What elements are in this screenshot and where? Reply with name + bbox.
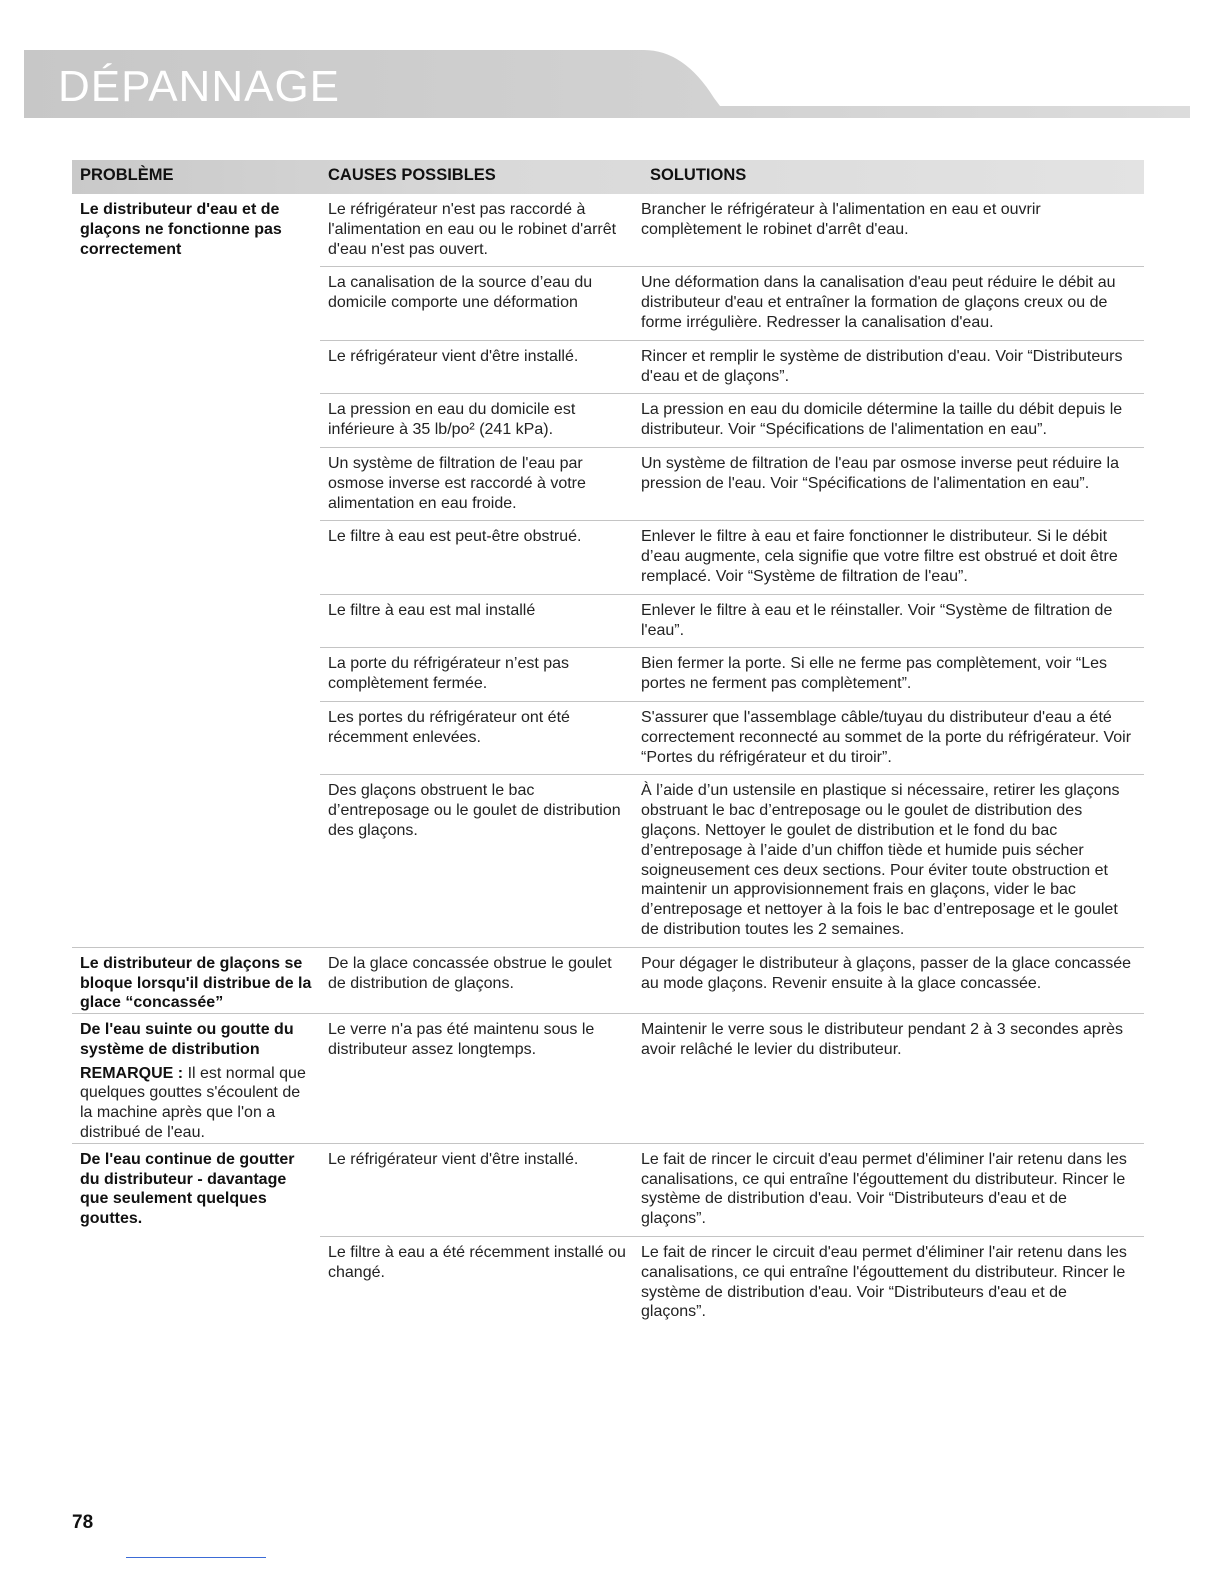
- cause-cell: Un système de filtration de l'eau par osmose inverse est raccordé à votre alimentation en eau froide.: [328, 454, 586, 512]
- table-header: [72, 160, 1144, 194]
- table-row: [320, 1014, 1144, 1067]
- solution-cell: Un système de filtration de l'eau par osmose inverse peut réduire la pression de l'eau. Voir “Spécifications de l'alimentation en eau”.: [641, 454, 1119, 492]
- cause-cell: La pression en eau du domicile est inférieure à 35 lb/po² (241 kPa).: [328, 401, 576, 439]
- cause-cell: Le filtre à eau est mal installé: [328, 601, 536, 619]
- problem-title: Le distributeur de glaçons se bloque lorsqu'il distribue de la glace “concassée”: [80, 954, 312, 1012]
- cause-cell: La porte du réfrigérateur n’est pas complètement fermée.: [328, 655, 570, 693]
- troubleshooting-table: [72, 194, 1144, 1329]
- solution-cell: Enlever le filtre à eau et faire fonctionner le distributeur. Si le débit d’eau augmente, cela signifie que votre filtre est obstrué et doit être remplacé. Voir “Système de filtration de l'eau”.: [641, 528, 1118, 585]
- solution-cell: Une déformation dans la canalisation d'eau peut réduire le débit au distributeur d'eau et entraîner la formation de glaçons creux ou de forme irrégulière. Redresser la canalisation d'eau.: [641, 274, 1116, 331]
- solution-cell: Bien fermer la porte. Si elle ne ferme pas complètement, voir “Les portes ne ferment pas complètement”.: [641, 655, 1107, 693]
- footer-rule: [126, 1557, 266, 1558]
- solution-cell: Rincer et remplir le système de distribution d'eau. Voir “Distributeurs d'eau et de glaçons”.: [641, 347, 1123, 385]
- table-row: [320, 775, 1144, 946]
- table-row: [320, 341, 1144, 395]
- table-row: [320, 948, 1144, 1001]
- table-row: [320, 1237, 1144, 1329]
- cause-cell: Le filtre à eau est peut-être obstrué.: [328, 528, 582, 546]
- cause-cell: Le réfrigérateur vient d'être installé.: [328, 1150, 579, 1168]
- cause-cell: De la glace concassée obstrue le goulet de distribution de glaçons.: [328, 954, 612, 992]
- solution-cell: Brancher le réfrigérateur à l'alimentation en eau et ouvrir complètement le robinet d'arrêt d'eau.: [641, 201, 1041, 238]
- header-causes: CAUSES POSSIBLES: [328, 166, 496, 184]
- cause-cell: Des glaçons obstruent le bac d’entreposage ou le goulet de distribution des glaçons.: [328, 782, 621, 839]
- table-row: [320, 448, 1144, 521]
- header-problem: PROBLÈME: [80, 166, 174, 184]
- solution-cell: Pour dégager le distributeur à glaçons, passer de la glace concassée au mode glaçons. Revenir ensuite à la glace concassée.: [641, 954, 1132, 992]
- table-row: [320, 194, 1144, 267]
- problem-title: De l'eau suinte ou goutte du système de distribution: [80, 1021, 294, 1058]
- problem-group: [72, 948, 1144, 1014]
- table-row: [320, 521, 1144, 594]
- solution-cell: S'assurer que l'assemblage câble/tuyau du distributeur d'eau a été correctement reconnecté au sommet de la porte du réfrigérateur. Voir “Portes du réfrigérateur et du tiroir”.: [641, 708, 1132, 766]
- problem-group: [72, 1014, 1144, 1144]
- solution-cell: La pression en eau du domicile détermine la taille du débit depuis le distributeur. Voir “Spécifications de l'alimentation en eau”.: [641, 401, 1123, 439]
- remark-note: [80, 1064, 312, 1143]
- cause-cell: Le réfrigérateur vient d'être installé.: [328, 347, 579, 365]
- problem-group: [72, 194, 1144, 948]
- solution-cell: Maintenir le verre sous le distributeur pendant 2 à 3 secondes après avoir relâché le levier du distributeur.: [641, 1021, 1124, 1058]
- problem-title: De l'eau continue de goutter du distributeur - davantage que seulement quelques gouttes.: [80, 1150, 295, 1228]
- cause-cell: Le verre n'a pas été maintenu sous le distributeur assez longtemps.: [328, 1021, 595, 1058]
- table-row: [320, 394, 1144, 448]
- solution-cell: À l’aide d’un ustensile en plastique si nécessaire, retirer les glaçons obstruant le bac d’entreposage ou le goulet de distribution des glaçons. Nettoyer le goulet de distribution et le fond du bac d’entreposage à l’aide d’un chiffon tiède et humide puis sécher soigneusement ces deux sections. Pour éviter toute obstruction et maintenir un approvisionnement frais en glaçons, vider le bac d’entreposage et nettoyer à la fois le bac d’entreposage et le goulet de distribution toutes les 2 semaines.: [641, 782, 1120, 938]
- problem-title: Le distributeur d'eau et de glaçons ne fonctionne pas correctement: [80, 201, 282, 258]
- solution-cell: Le fait de rincer le circuit d'eau permet d'éliminer l'air retenu dans les canalisations, ce qui entraîne l'égouttement du distributeur. Rincer le système de distribution d'eau. Voir “Distributeurs d'eau et de glaçons”.: [641, 1150, 1127, 1228]
- section-banner: [24, 50, 1190, 118]
- page-number: 78: [72, 1512, 94, 1533]
- header-solutions: SOLUTIONS: [650, 166, 747, 184]
- problem-group: [72, 1144, 1144, 1329]
- table-row: [320, 648, 1144, 702]
- cause-cell: Les portes du réfrigérateur ont été récemment enlevées.: [328, 708, 570, 746]
- cause-cell: La canalisation de la source d’eau du domicile comporte une déformation: [328, 274, 593, 312]
- table-row: [320, 702, 1144, 775]
- remark-label: REMARQUE :: [80, 1064, 184, 1082]
- table-row: [320, 1144, 1144, 1237]
- cause-cell: Le filtre à eau a été récemment installé ou changé.: [328, 1244, 626, 1281]
- remark-text: Il est normal que quelques gouttes s'écoulent de la machine après que l'on a distribué de l'eau.: [80, 1064, 306, 1142]
- table-row: [320, 267, 1144, 340]
- page-title: DÉPANNAGE: [58, 62, 341, 111]
- solution-cell: Le fait de rincer le circuit d'eau permet d'éliminer l'air retenu dans les canalisations, ce qui entraîne l'égouttement du distributeur. Rincer le système de distribution d'eau. Voir “Distributeurs d'eau et de glaçons”.: [641, 1244, 1127, 1321]
- solution-cell: Enlever le filtre à eau et le réinstaller. Voir “Système de filtration de l'eau”.: [641, 601, 1113, 639]
- table-row: [320, 595, 1144, 649]
- cause-cell: Le réfrigérateur n'est pas raccordé à l'alimentation en eau ou le robinet d'arrêt d'eau n'est pas ouvert.: [328, 201, 617, 258]
